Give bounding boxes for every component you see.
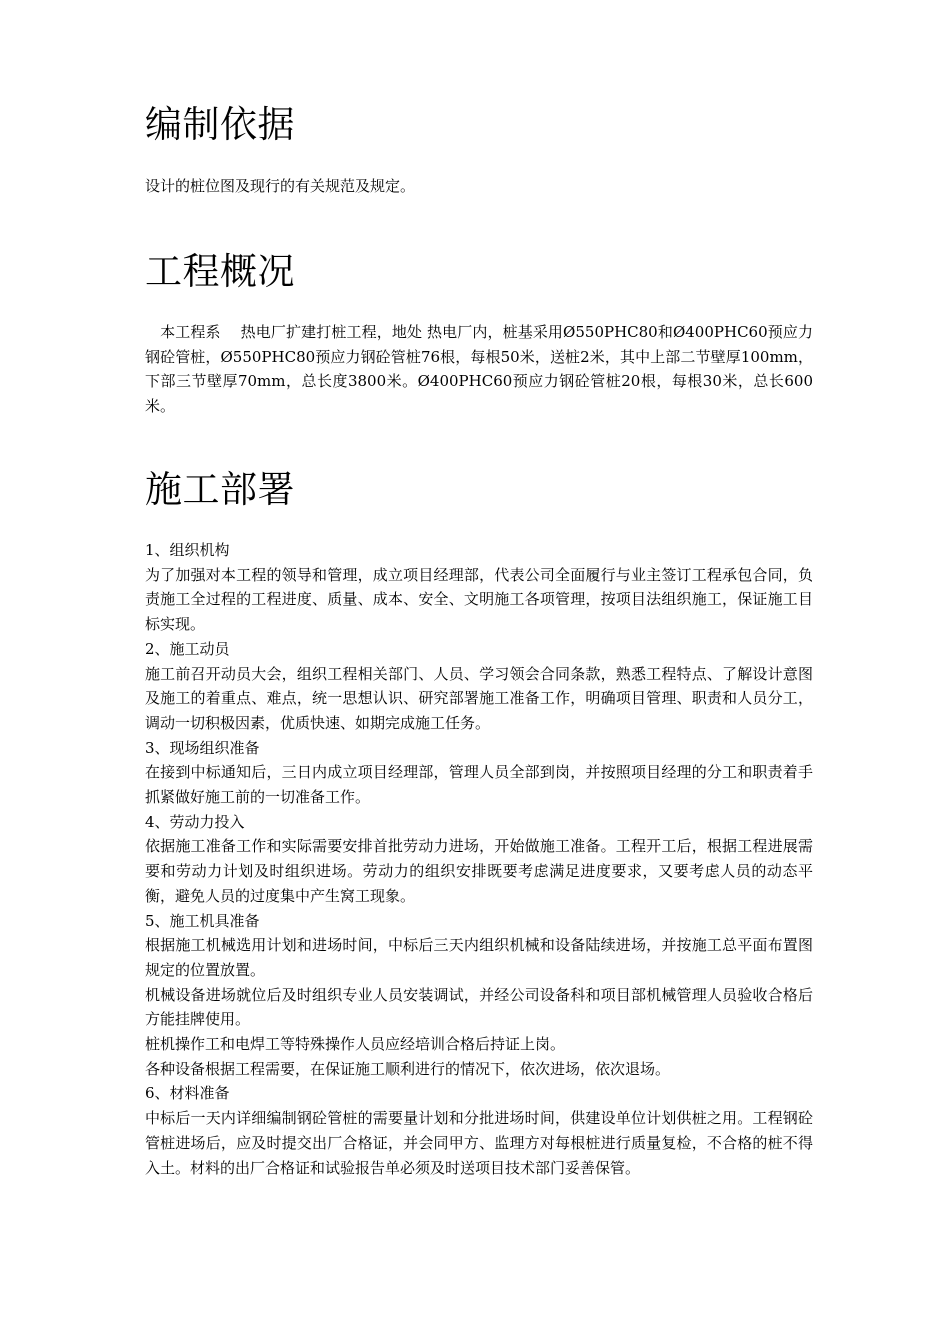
- section-body-deployment: [145, 538, 813, 1180]
- item-heading: 2、施工动员: [145, 639, 230, 658]
- paragraph: 在接到中标通知后，三日内成立项目经理部，管理人员全部到岗，并按照项目经理的分工和职责着手抓紧做好施工前的一切准备工作。: [145, 763, 813, 807]
- paragraph: 机械设备进场就位后及时组织专业人员安装调试，并经公司设备科和项目部机械管理人员验收合格后方能挂牌使用。: [145, 985, 813, 1029]
- paragraph: 依据施工准备工作和实际需要安排首批劳动力进场，开始做施工准备。工程开工后，根据工程进展需要和劳动力计划及时组织进场。劳动力的组织安排既要考虑满足进度要求，又要考虑人员的动态平衡，避免人员的过度集中产生窝工现象。: [145, 837, 813, 905]
- item-heading: 3、现场组织准备: [145, 738, 260, 757]
- paragraph: 各种设备根据工程需要，在保证施工顺利进行的情况下，依次进场，依次退场。: [145, 1059, 671, 1078]
- paragraph: 桩机操作工和电焊工等特殊操作人员应经培训合格后持证上岗。: [145, 1035, 566, 1054]
- section-body-basis: [145, 174, 813, 199]
- item-heading: 1、组织机构: [145, 541, 230, 559]
- item-heading: 5、施工机具准备: [145, 911, 260, 930]
- paragraph: 设计的桩位图及现行的有关规范及规定。: [145, 177, 416, 195]
- section-title-overview: 工程概况: [145, 250, 295, 293]
- item-heading: 6、材料准备: [145, 1084, 230, 1103]
- paragraph: 施工前召开动员大会，组织工程相关部门、人员、学习领会合同条款，熟悉工程特点、了解设计意图及施工的着重点、难点，统一思想认识、研究部署施工准备工作，明确项目管理、职责和人员分工，调动一切积极因素，优质快速、如期完成施工任务。: [145, 664, 813, 732]
- section-title-deployment: 施工部署: [145, 468, 295, 511]
- paragraph: 为了加强对本工程的领导和管理，成立项目经理部，代表公司全面履行与业主签订工程承包合同，负责施工全过程的工程进度、质量、成本、安全、文明施工各项管理，按项目法组织施工，保证施工目标实现。: [145, 565, 813, 634]
- paragraph: 根据施工机械选用计划和进场时间，中标后三天内组织机械和设备陆续进场，并按施工总平面布置图规定的位置放置。: [145, 936, 813, 979]
- item-heading: 4、劳动力投入: [145, 812, 245, 831]
- paragraph: 中标后一天内详细编制钢砼管桩的需要量计划和分批进场时间，供建设单位计划供桩之用。工程钢砼管桩进场后，应及时提交出厂合格证，并会同甲方、监理方对每根桩进行质量复检，不合格的桩不得入土。材料的出厂合格证和试验报告单必须及时送项目技术部门妥善保管。: [145, 1109, 813, 1177]
- section-body-overview: [145, 320, 813, 419]
- paragraph: 本工程系 热电厂扩建打桩工程，地处 热电厂内，桩基采用Ø550PHC80和Ø400PHC60预应力钢砼管桩，Ø550PHC80预应力钢砼管桩76根，每根50米，送桩2米，其中上部二节壁厚100mm，下部三节壁厚70mm，总长度3800米。Ø400PHC60预应力钢砼管桩20根，每根30米，总长600米。: [145, 323, 813, 416]
- section-title-basis: 编制依据: [145, 103, 295, 146]
